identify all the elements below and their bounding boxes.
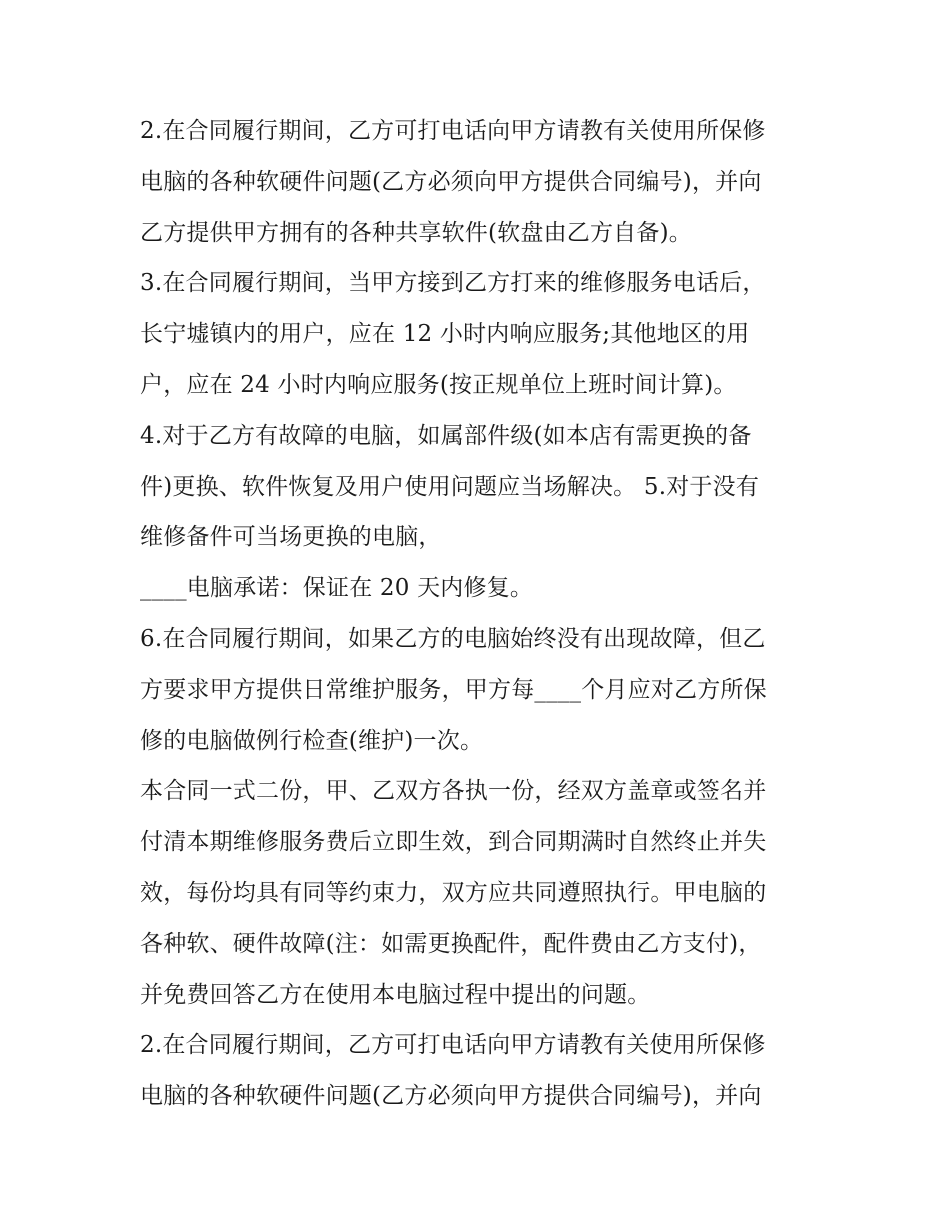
text-line: 3.在合同履行期间，当甲方接到乙方打来的维修服务电话后，	[140, 270, 766, 297]
text-line: 电脑的各种软硬件问题(乙方必须向甲方提供合同编号)，并向	[140, 168, 762, 195]
text-line: 方要求甲方提供日常维护服务，甲方每____个月应对乙方所保	[140, 676, 767, 703]
text-line: 本合同一式二份，甲、乙双方各执一份，经双方盖章或签名并	[140, 778, 767, 805]
text-line: 2.在合同履行期间，乙方可打电话向甲方请教有关使用所保修	[140, 1032, 766, 1059]
document-body	[140, 106, 830, 1122]
text-line: 电脑的各种软硬件问题(乙方必须向甲方提供合同编号)，并向	[140, 1083, 762, 1110]
text-line: 件)更换、软件恢复及用户使用问题应当场解决。 5.对于没有	[140, 473, 760, 500]
text-line: 4.对于乙方有故障的电脑，如属部件级(如本店有需更换的备	[140, 422, 752, 449]
text-line: 2.在合同履行期间，乙方可打电话向甲方请教有关使用所保修	[140, 118, 766, 144]
text-line: 并免费回答乙方在使用本电脑过程中提出的问题。	[140, 981, 651, 1008]
text-line: 维修备件可当场更换的电脑，	[140, 524, 442, 551]
text-line: 各种软、硬件故障(注：如需更换配件，配件费由乙方支付)，	[140, 930, 762, 957]
text-line: 效，每份均具有同等约束力，双方应共同遵照执行。甲电脑的	[140, 879, 767, 906]
text-line: 长宁墟镇内的用户，应在 12 小时内响应服务;其他地区的用	[140, 321, 750, 348]
text-line: 乙方提供甲方拥有的各种共享软件(软盘由乙方自备)。	[140, 219, 692, 246]
text-line: 户，应在 24 小时内响应服务(按正规单位上班时间计算)。	[140, 371, 737, 398]
text-line: 6.在合同履行期间，如果乙方的电脑始终没有出现故障，但乙	[140, 625, 766, 652]
text-line: 付清本期维修服务费后立即生效，到合同期满时自然终止并失	[140, 829, 767, 856]
text-line: 修的电脑做例行检查(维护)一次。	[140, 727, 484, 754]
text-line: ____电脑承诺：保证在 20 天内修复。	[140, 575, 534, 602]
